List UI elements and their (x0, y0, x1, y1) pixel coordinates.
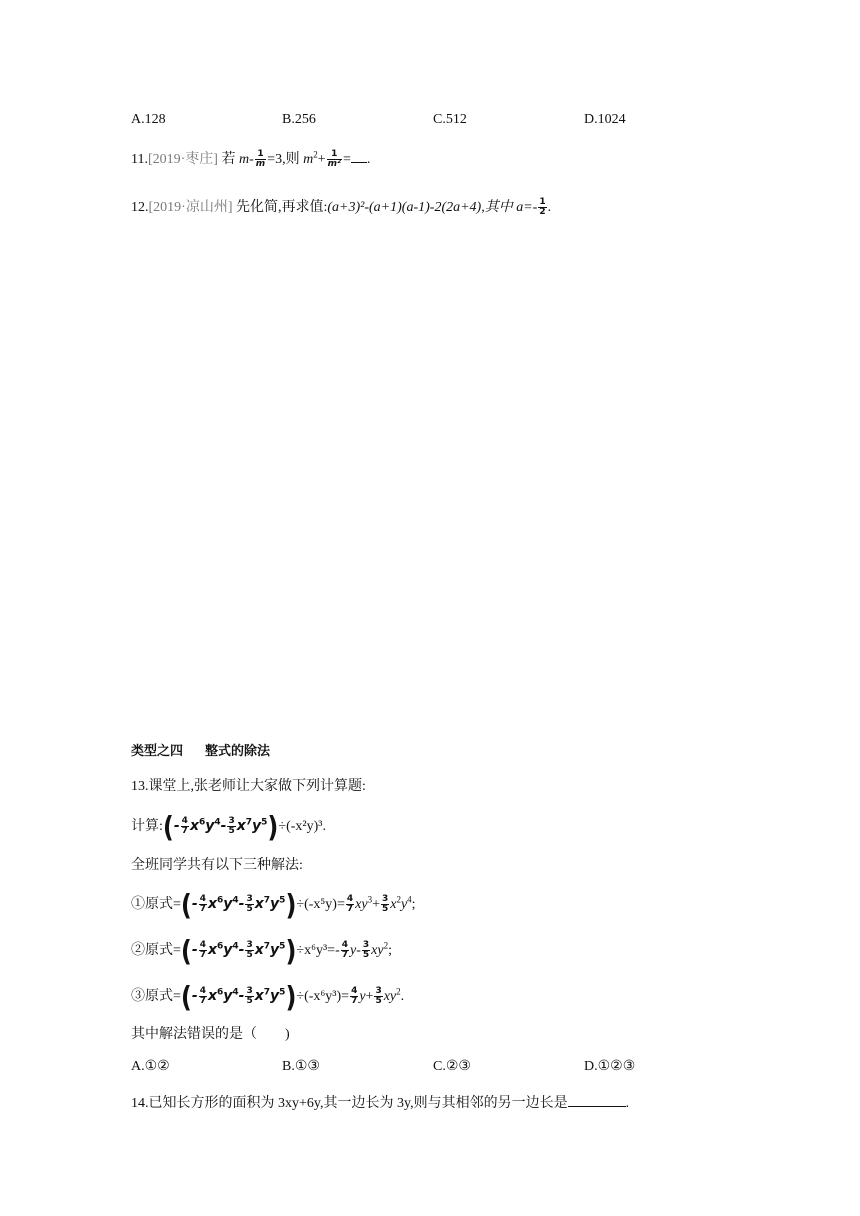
q10-option-a: A.128 (131, 112, 166, 127)
q13-method-2: ②原式=(- $\frac{4}{7}$ $x^6y^4-$ $\frac{3}{5}$ $x^7y^5)\div x^6y^3=-$ $\frac{4}{7}$ y- $\frac{3}{5}$ $xy^2$; (131, 933, 392, 968)
m3-label: ③原式= (131, 989, 181, 1004)
q10-option-d: D.1024 (584, 112, 626, 127)
q13-calc-tail: ÷(-x²y)³. (278, 819, 326, 834)
q11-var-m: m (238, 152, 250, 167)
q11-frac2-den: m² (327, 159, 341, 170)
q14-answer-blank[interactable] (568, 1106, 626, 1107)
q10-option-b: B.256 (282, 112, 316, 127)
q12-source: [2019·凉山州] (148, 200, 233, 215)
q11-frac1-den: m (255, 159, 266, 170)
q11-number: 11. (131, 152, 148, 167)
q12-a-eq: a=- (516, 200, 538, 215)
q13-option-a: A.①② (131, 1059, 170, 1074)
q11-frac1-num: 1 (255, 150, 266, 160)
q11-eq3: =3,则 (267, 152, 300, 167)
section-heading (131, 742, 270, 762)
q12-text: 先化简,再求值: (236, 200, 328, 215)
q13-option-b: B.①③ (282, 1059, 320, 1074)
q11-fraction-1 (255, 150, 266, 169)
q11-answer-blank[interactable] (351, 162, 367, 163)
q13-methods-intro: 全班同学共有以下三种解法: (131, 858, 303, 873)
q11-eq: = (342, 152, 351, 167)
q12-frac-den: 2 (539, 207, 546, 218)
question-12 (131, 198, 551, 218)
section-subtitle: 整式的除法 (205, 744, 271, 759)
m1-tail: ÷(-x⁵y)= (296, 897, 345, 912)
m3-tail: ÷(-x⁶y³)= (296, 989, 350, 1004)
right-paren: ) (267, 809, 279, 844)
q12-fraction (538, 198, 546, 217)
q11-plus: + (317, 152, 326, 167)
m2-label: ②原式= (131, 943, 181, 958)
left-paren: ( (162, 809, 174, 844)
q11-frac2-num: 1 (327, 150, 342, 160)
q13-method-1: ①原式=(- $\frac{4}{7}$ $x^6y^4-$ $\frac{3}{5}$ $x^7y^5)\div(-x^5y)=$ $\frac{4}{7}$ $xy^3+$ $\frac{3}{5}$ $x^2y^4$; (131, 887, 416, 922)
section-title: 类型之四 (131, 744, 184, 759)
m2-tail: ÷x⁶y³=- (296, 943, 340, 958)
q13-calc: 计算:(- $\frac{4}{7}$ $x^6y^4-$ $\frac{3}{5}$ $x^7y^5)\div(-x^2y)^3$. (131, 809, 326, 844)
q11-sq: 2 (313, 149, 318, 160)
q11-minus: - (249, 152, 254, 167)
q13-intro: 13.课堂上,张老师让大家做下列计算题: (131, 779, 366, 794)
q11-source: [2019·枣庄] (147, 152, 218, 167)
question-14 (131, 1094, 629, 1114)
q14-end: . (625, 1096, 630, 1111)
q13-question: 其中解法错误的是（ ) (131, 1027, 290, 1042)
q11-if: 若 (221, 152, 236, 167)
q13-method-3: ③原式=(- $\frac{4}{7}$ $x^6y^4-$ $\frac{3}{5}$ $x^7y^5)\div(-x^6y^3)=$ $\frac{4}{7}$ y+ $\frac{3}{5}$ $xy^2$. (131, 979, 405, 1014)
q13-option-c: C.②③ (433, 1059, 471, 1074)
q12-end: . (547, 200, 552, 215)
q12-expression: (a+3)²-(a+1)(a-1)-2(2a+4),其中 (327, 200, 513, 215)
q12-frac-num: 1 (539, 197, 546, 208)
q11-end: . (366, 152, 371, 167)
q12-number: 12. (131, 200, 149, 215)
q11-fraction-2 (327, 150, 342, 169)
q11-var-m2: m (303, 152, 314, 167)
q13-calc-label: 计算: (131, 819, 163, 834)
q10-option-c: C.512 (433, 112, 467, 127)
q14-text: 14.已知长方形的面积为 3xy+6y,其一边长为 3y,则与其相邻的另一边长是 (131, 1096, 568, 1111)
m1-label: ①原式= (131, 897, 181, 912)
question-11 (131, 150, 370, 170)
q13-option-d: D.①②③ (584, 1059, 636, 1074)
